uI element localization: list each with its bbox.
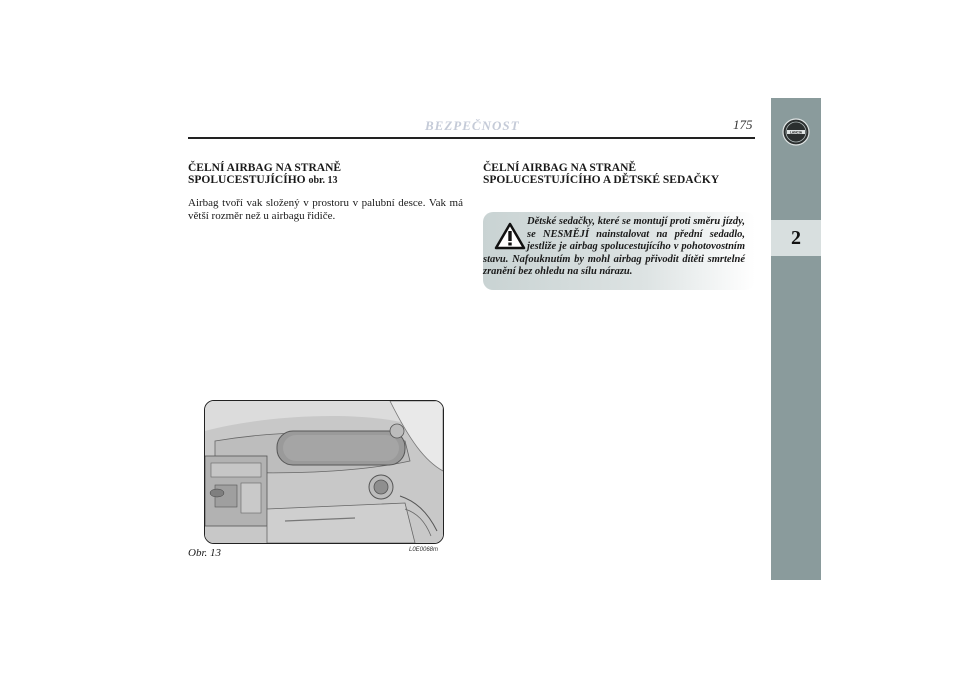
dashboard-airbag-figure bbox=[204, 400, 444, 544]
warning-text: Dětské sedačky, které se montují proti směru jízdy, se NESMĚJÍ nainstalovat na přední sedadlo, jestliže je airbag spolucestujícího v pohotovostním stavu. Nafouknutím by mohl airbag přivodit dítěti smrtelné zranění bez ohledu na sílu nárazu. bbox=[483, 216, 745, 277]
figure-code: L0E0068m bbox=[409, 547, 439, 553]
lancia-logo-icon bbox=[782, 118, 810, 146]
svg-text:LANCIA: LANCIA bbox=[789, 130, 803, 135]
section-title: BEZPEČNOST bbox=[425, 118, 520, 133]
page-number: 175 bbox=[733, 117, 753, 132]
warning-text-container bbox=[483, 216, 745, 279]
left-heading-line2: SPOLUCESTUJÍCÍHO bbox=[188, 174, 306, 186]
left-heading-line1: ČELNÍ AIRBAG NA STRANĚ bbox=[188, 162, 342, 174]
left-heading bbox=[188, 162, 458, 187]
right-heading-line2: SPOLUCESTUJÍCÍHO A DĚTSKÉ SEDAČKY bbox=[483, 174, 720, 186]
right-heading-line1: ČELNÍ AIRBAG NA STRANĚ bbox=[483, 162, 637, 174]
right-heading bbox=[483, 162, 773, 186]
figure-caption: Obr. 13 bbox=[188, 547, 222, 559]
header-rule bbox=[188, 137, 755, 139]
left-body-text: Airbag tvoří vak složený v prostoru v palubní desce. Vak má větší rozměr než u airbagu řidiče. bbox=[188, 197, 463, 222]
chapter-sidebar bbox=[771, 98, 821, 580]
chapter-number-tab[interactable] bbox=[771, 220, 821, 256]
figure-reference: obr. 13 bbox=[308, 175, 338, 186]
dashboard-illustration bbox=[205, 401, 443, 543]
chapter-number: 2 bbox=[791, 226, 801, 249]
